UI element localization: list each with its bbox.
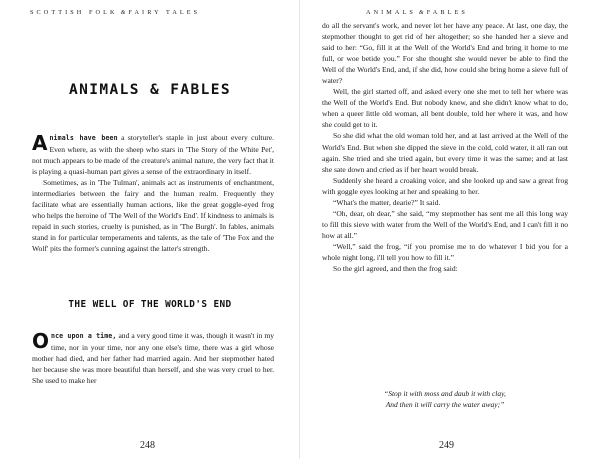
intro-paragraph-1-text: a storyteller's staple in just about every culture. Even where, as with the sheep who stars in 'The Story of the White Pet', not much appears to be made of the creature's animal nature, the very fact that it is playing a quasi-human part gives a sense of the extraordinary in itself. <box>32 133 274 177</box>
running-head-left-ampersand: & <box>120 9 126 16</box>
running-head-left-part1: SCOTTISH FOLK <box>30 9 118 16</box>
page-number-right: 249 <box>439 440 454 451</box>
story-continued <box>322 20 568 274</box>
intro-dropcap: A <box>32 131 48 155</box>
intro-paragraph-2: Sometimes, as in 'The Tulman', animals act as instruments of enchantment, intermediaries between the fairy and the human realm. Frequently they facilitate what are essentially human actions, like the great goggle-eyed frog who helps the heroine of 'The Well of the World's End'. If kindness to animals is repaid in such stories, cruelty is punished, as in 'The Burgh'. In fables, animals stand in for particular temperaments and talents, as the tale of 'The Fox and the Wolf' pits the former's cunning against the latter's strength. <box>32 178 274 254</box>
story-continued-paragraph-8: So the girl agreed, and then the frog said: <box>333 264 458 274</box>
chapter-intro <box>32 132 274 255</box>
running-head-right-part2: FABLES <box>426 9 468 16</box>
frog-verse <box>322 388 568 410</box>
story-continued-paragraph-7: “Well,” said the frog, “if you promise me to do whatever I bid you for a whole night long, i'll tell you how to fill it.” <box>322 241 568 262</box>
story-continued-paragraph-6: “Oh, dear, oh dear,” she said, “my stepmother has sent me all this long way to fill this sieve with water from the Well of the World's End, and I can't fill it no how at all.” <box>322 208 568 240</box>
section-title: THE WELL OF THE WORLD'S END <box>68 299 232 310</box>
story-continued-paragraph-1: do all the servant's work, and never let her have any peace. At last, one day, the stepmother thought to get rid of her altogether; so she handed her a sieve and said to her: “Go, fill it at the Well of the World's End and bring it home to me full, or woe betide you.” For she thought she would never be able to find the Well of the World's End, and, if she did, how could she bring home a sieve full of water? <box>322 21 568 86</box>
story-continued-paragraph-2: Well, the girl started off, and asked every one she met to tell her where was the Well of the World's End. But nobody knew, and she didn't know what to do, when a queer little old woman, all bent double, told her where it was, and how she could get to it. <box>322 87 568 130</box>
story-lead-in: nce upon a time, <box>51 332 117 340</box>
right-page <box>300 0 600 459</box>
intro-lead-in: nimals have been <box>49 134 118 142</box>
story-opening <box>32 330 274 386</box>
story-paragraph-1-text: and a very good time it was, though it wasn't in my time, nor in your time, nor any one else's time, there was a girl whose mother had died, and her father had married again. And her stepmother hated her because she was more beautiful than herself, and she was very cruel to her. She used to make her <box>32 331 274 386</box>
verse-line-1: “Stop it with moss and daub it with clay, <box>384 389 506 398</box>
story-continued-paragraph-5: “What's the matter, dearie?” It said. <box>333 197 441 207</box>
story-continued-paragraph-3: So she did what the old woman told her, and at last arrived at the Well of the World's End. But when she dipped the sieve in the cold, cold water, it all ran out again. She tried and she tried again, but every time it was the same; and at last she sate down and cried as if her heart would break. <box>322 131 568 174</box>
running-head-left-part2: FAIRY TALES <box>128 9 201 16</box>
story-paragraph-1 <box>32 330 274 386</box>
page-number-left: 248 <box>140 440 155 451</box>
story-dropcap: O <box>32 329 50 353</box>
running-head-right-ampersand: & <box>418 9 424 16</box>
intro-paragraph-1 <box>32 132 274 177</box>
story-continued-paragraph-4: Suddenly she heard a croaking voice, and she looked up and saw a great frog with goggle eyes looking at her and speaking to her. <box>322 175 568 196</box>
running-head-left <box>30 9 200 16</box>
verse-line-2: And then it will carry the water away;” <box>385 400 505 409</box>
running-head-right-part1: ANIMALS <box>366 9 416 16</box>
chapter-title: ANIMALS & FABLES <box>68 82 232 98</box>
running-head-right <box>366 9 468 16</box>
